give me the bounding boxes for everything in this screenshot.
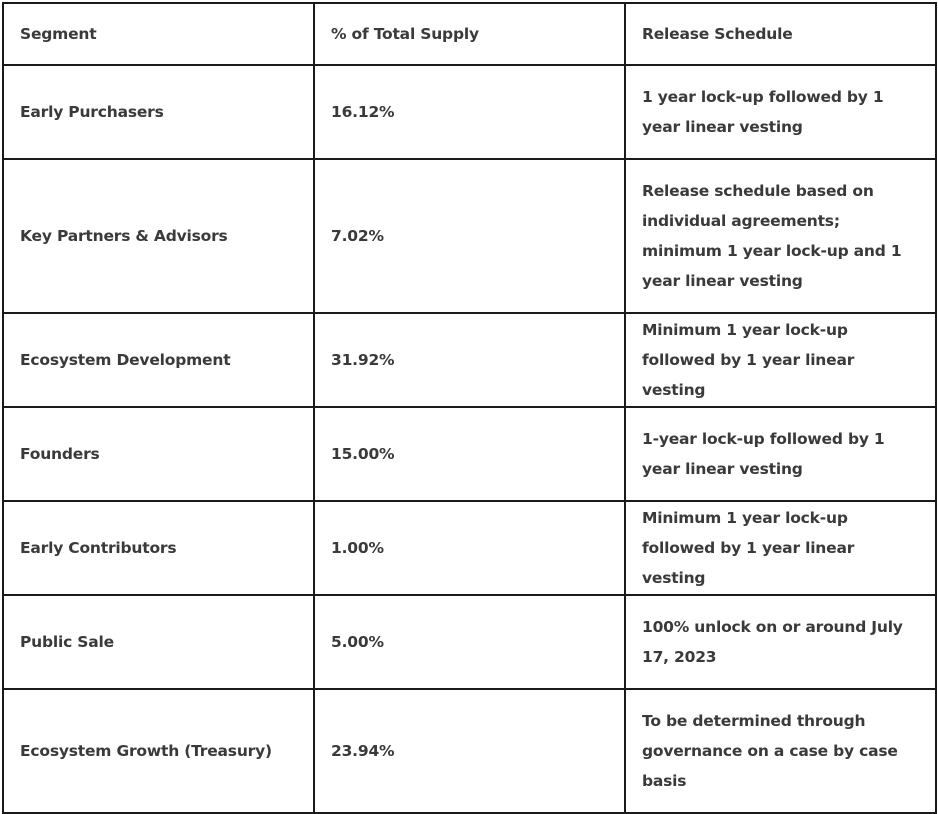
percent-cell: 5.00% [314, 595, 625, 689]
percent-cell: 23.94% [314, 689, 625, 813]
segment-cell: Early Purchasers [3, 65, 314, 159]
table-row [3, 407, 936, 501]
release-cell: 1 year lock-up followed by 1 year linear vesting [625, 65, 936, 159]
release-cell: Minimum 1 year lock-up followed by 1 year linear vesting [625, 501, 936, 595]
table-row [3, 595, 936, 689]
segment-cell: Ecosystem Development [3, 313, 314, 407]
release-cell: Release schedule based on individual agreements; minimum 1 year lock-up and 1 year linear vesting [625, 159, 936, 313]
percent-cell: 7.02% [314, 159, 625, 313]
allocation-table [2, 2, 937, 814]
header-release-schedule: Release Schedule [625, 3, 936, 65]
percent-cell: 31.92% [314, 313, 625, 407]
segment-cell: Founders [3, 407, 314, 501]
percent-cell: 1.00% [314, 501, 625, 595]
table-row [3, 501, 936, 595]
header-percent-total-supply: % of Total Supply [314, 3, 625, 65]
header-segment: Segment [3, 3, 314, 65]
header-row [3, 3, 936, 65]
release-cell: Minimum 1 year lock-up followed by 1 year linear vesting [625, 313, 936, 407]
percent-cell: 15.00% [314, 407, 625, 501]
table-row [3, 65, 936, 159]
release-cell: 100% unlock on or around July 17, 2023 [625, 595, 936, 689]
segment-cell: Ecosystem Growth (Treasury) [3, 689, 314, 813]
segment-cell: Public Sale [3, 595, 314, 689]
release-cell: 1-year lock-up followed by 1 year linear vesting [625, 407, 936, 501]
percent-cell: 16.12% [314, 65, 625, 159]
table-row [3, 159, 936, 313]
table-row [3, 313, 936, 407]
table-row [3, 689, 936, 813]
segment-cell: Early Contributors [3, 501, 314, 595]
segment-cell: Key Partners & Advisors [3, 159, 314, 313]
release-cell: To be determined through governance on a case by case basis [625, 689, 936, 813]
